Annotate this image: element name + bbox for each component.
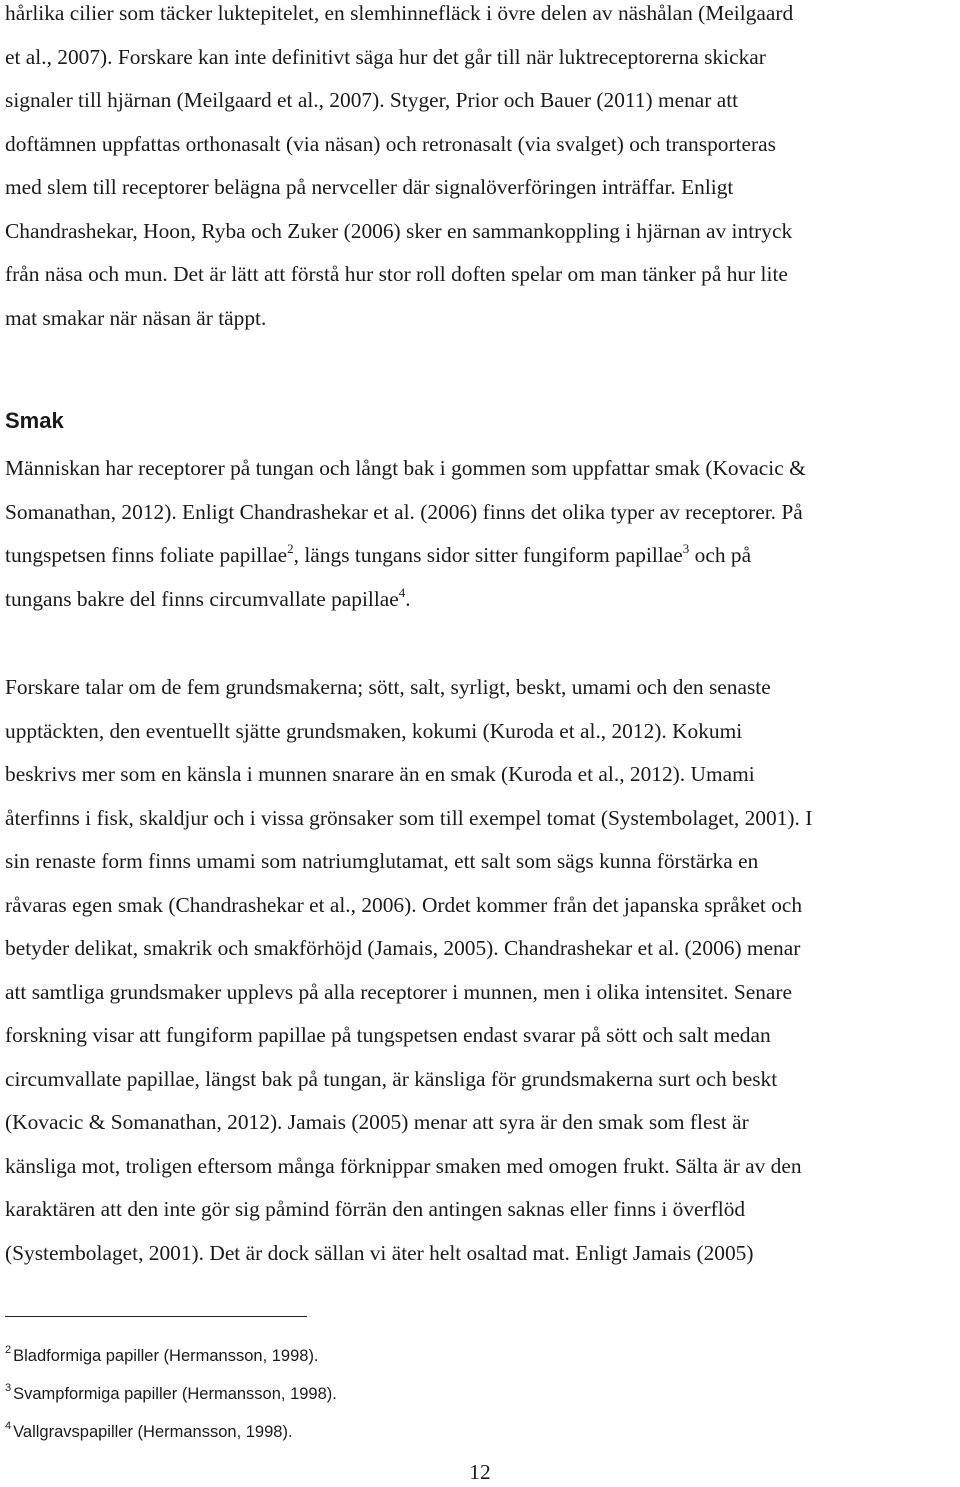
footnote-text: Bladformiga papiller (Hermansson, 1998). xyxy=(13,1347,319,1365)
text-segment: tungans bakre del finns circumvallate papillae xyxy=(5,586,399,611)
footnote-text: Svampformiga papiller (Hermansson, 1998). xyxy=(13,1385,337,1403)
text-line xyxy=(5,578,955,622)
footnote-ref: 2 xyxy=(287,541,294,556)
footnote-number: 4 xyxy=(5,1420,12,1432)
section-heading: Smak xyxy=(5,408,64,433)
text-segment: och på xyxy=(689,543,752,567)
text-line: känsliga mot, troligen eftersom många förknippar smaken med omogen frukt. Sälta är av den xyxy=(5,1153,802,1178)
text-line: Somanathan, 2012). Enligt Chandrashekar et al. (2006) finns det olika typer av receptorer. På xyxy=(5,499,803,524)
text-segment: , längs tungans sidor sitter fungiform papillae xyxy=(293,543,683,567)
footnote xyxy=(5,1413,337,1451)
footnote-separator xyxy=(5,1316,307,1317)
text-segment: . xyxy=(405,586,411,611)
text-line: et al., 2007). Forskare kan inte definitivt säga hur det går till när luktreceptorerna skickar xyxy=(5,44,766,69)
text-line: circumvallate papillae, längst bak på tungan, är känsliga för grundsmakerna surt och beskt xyxy=(5,1066,778,1091)
footnote-ref: 4 xyxy=(398,584,406,600)
text-line: återfinns i fisk, skaldjur och i vissa grönsaker som till exempel tomat (Systembolaget, 2001). I xyxy=(5,805,813,830)
text-line: att samtliga grundsmaker upplevs på alla receptorer i munnen, men i olika intensitet. Senare xyxy=(5,979,793,1004)
paragraph-olfaction xyxy=(5,0,955,340)
text-line xyxy=(5,534,955,578)
footnote-number: 3 xyxy=(5,1382,12,1394)
text-line: (Kovacic & Somanathan, 2012). Jamais (2005) menar att syra är den smak som flest är xyxy=(5,1110,749,1134)
text-line: mat smakar när näsan är täppt. xyxy=(5,305,267,330)
paragraph-basic-tastes xyxy=(5,666,955,1275)
text-line: forskning visar att fungiform papillae på tungspetsen endast svarar på sött och salt medan xyxy=(5,1023,771,1047)
page-number: 12 xyxy=(469,1460,491,1484)
text-line: med slem till receptorer belägna på nervceller där signalöverföringen inträffar. Enligt xyxy=(5,175,734,199)
text-line: hårlika cilier som täcker luktepitelet, en slemhinnefläck i övre delen av näshålan (Meilgaard xyxy=(5,1,794,25)
text-line: upptäckten, den eventuellt sjätte grundsmaken, kokumi (Kuroda et al., 2012). Kokumi xyxy=(5,718,743,743)
text-segment: tungspetsen finns foliate papillae xyxy=(5,543,288,567)
footnote-ref: 3 xyxy=(682,541,690,556)
text-line: Människan har receptorer på tungan och långt bak i gommen som uppfattar smak (Kovacic & xyxy=(5,456,806,480)
text-line: sin renaste form finns umami som natriumglutamat, ett salt som sägs kunna förstärka en xyxy=(5,849,759,873)
footnote xyxy=(5,1337,337,1375)
text-line: råvaras egen smak (Chandrashekar et al., 2006). Ordet kommer från det japanska språket och xyxy=(5,892,803,917)
footnote-text: Vallgravspapiller (Hermansson, 1998). xyxy=(13,1423,293,1441)
text-line: doftämnen uppfattas orthonasalt (via näsan) och retronasalt (via svalget) och transporteras xyxy=(5,131,776,156)
footnote xyxy=(5,1375,337,1413)
text-line: beskrivs mer som en känsla i munnen snarare än en smak (Kuroda et al., 2012). Umami xyxy=(5,762,755,786)
footnote-number: 2 xyxy=(5,1344,12,1356)
text-line: Chandrashekar, Hoon, Ryba och Zuker (2006) sker en sammankoppling i hjärnan av intryck xyxy=(5,218,793,243)
text-line: Forskare talar om de fem grundsmakerna; sött, salt, syrligt, beskt, umami och den senaste xyxy=(5,675,771,699)
text-line: karaktären att den inte gör sig påmind förrän den antingen saknas eller finns i överflöd xyxy=(5,1197,746,1221)
footnotes xyxy=(5,1337,337,1451)
paragraph-taste-receptors xyxy=(5,447,955,621)
text-line: signaler till hjärnan (Meilgaard et al., 2007). Styger, Prior och Bauer (2011) menar att xyxy=(5,88,739,112)
text-line: betyder delikat, smakrik och smakförhöjd (Jamais, 2005). Chandrashekar et al. (2006) menar xyxy=(5,936,801,960)
text-line: (Systembolaget, 2001). Det är dock sällan vi äter helt osaltad mat. Enligt Jamais (2005) xyxy=(5,1240,754,1265)
text-line: från näsa och mun. Det är lätt att förstå hur stor roll doften spelar om man tänker på hur lite xyxy=(5,262,788,286)
